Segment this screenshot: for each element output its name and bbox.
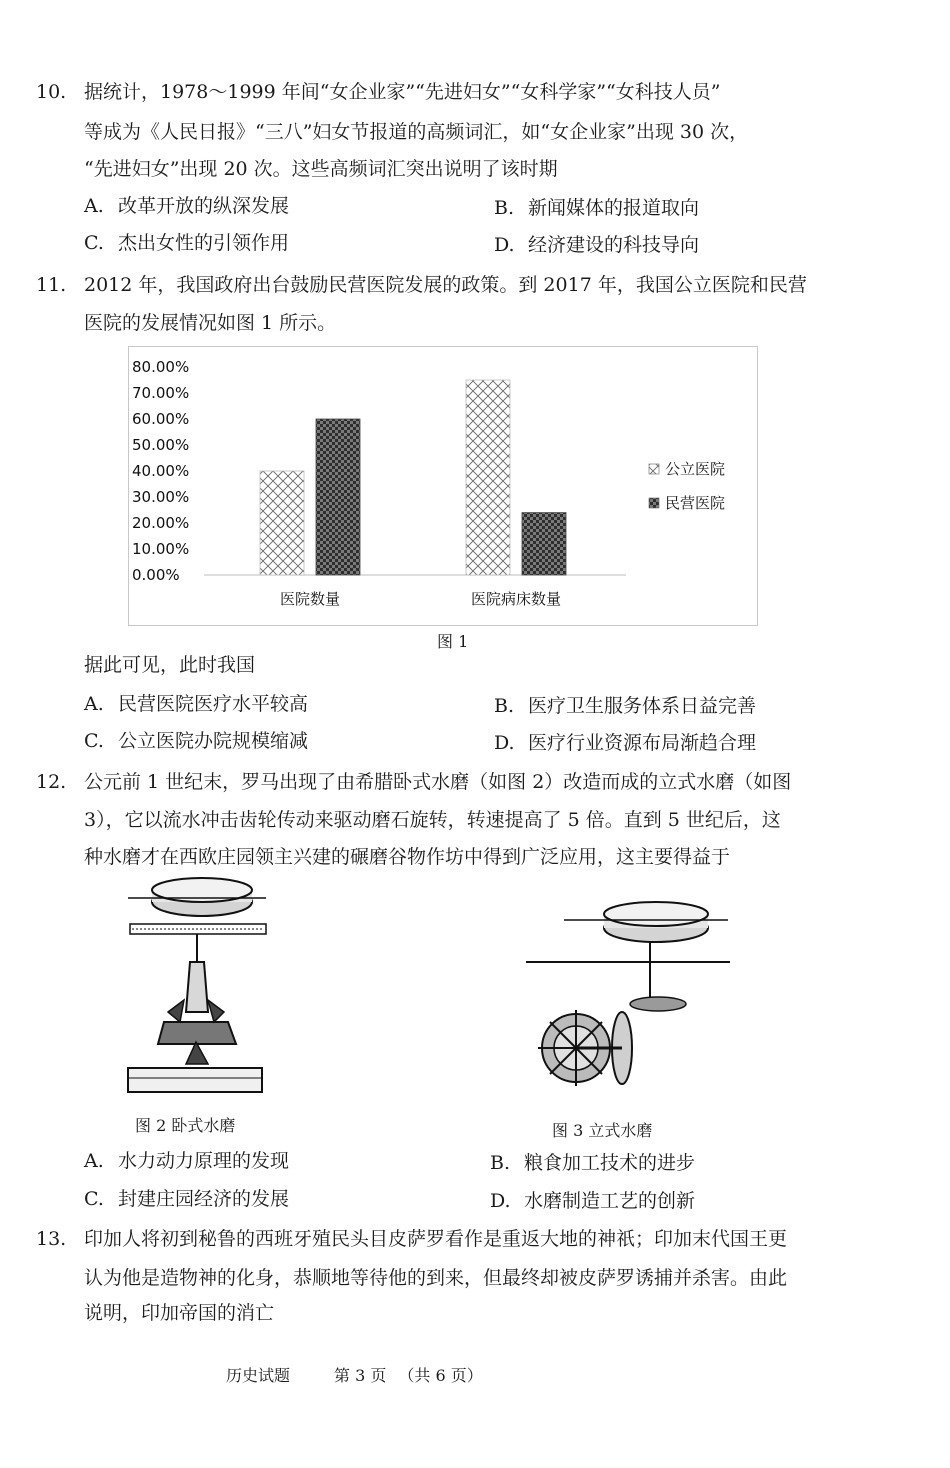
legend-swatch — [649, 464, 659, 474]
y-tick-label: 70.00% — [132, 384, 190, 402]
footer-page: 第 3 页 — [334, 1366, 387, 1385]
footer-total: （共 6 页） — [398, 1366, 483, 1385]
bar-public-0 — [260, 471, 304, 575]
q11-line-1: 2012 年，我国政府出台鼓励民营医院发展的政策。到 2017 年，我国公立医院和民营 — [84, 274, 807, 296]
q13-line-1: 印加人将初到秘鲁的西班牙殖民头目皮萨罗看作是重返大地的神祇；印加末代国王更 — [84, 1228, 788, 1250]
q10-option-a: A. 改革开放的纵深发展 — [84, 195, 290, 217]
q12-line-3: 种水磨才在西欧庄园领主兴建的碾磨谷物作坊中得到广泛应用，这主要得益于 — [84, 846, 731, 868]
y-tick-label: 40.00% — [132, 462, 190, 480]
vertical-water-mill-illustration — [524, 892, 734, 1112]
bar-private-0 — [316, 419, 360, 575]
q12-number: 12. — [36, 771, 67, 793]
y-tick-label: 20.00% — [132, 514, 190, 532]
x-category-label: 医院病床数量 — [470, 590, 562, 608]
q11-option-a: A. 民营医院医疗水平较高 — [84, 693, 309, 715]
q12-line-1: 公元前 1 世纪末，罗马出现了由希腊卧式水磨（如图 2）改造而成的立式水磨（如图 — [84, 771, 792, 793]
q10-line-1: 据统计，1978～1999 年间“女企业家”“先进妇女”“女科学家”“女科技人员” — [84, 81, 721, 103]
q10-line-3: “先进妇女”出现 20 次。这些高频词汇突出说明了该时期 — [84, 158, 558, 180]
q10-option-b: B. 新闻媒体的报道取向 — [494, 197, 700, 219]
q11-option-b: B. 医疗卫生服务体系日益完善 — [494, 695, 757, 717]
q13-number: 13. — [36, 1228, 67, 1250]
q11-number: 11. — [36, 274, 67, 296]
q13-line-3: 说明，印加帝国的消亡 — [84, 1302, 275, 1324]
q12-option-d: D. 水磨制造工艺的创新 — [490, 1190, 696, 1212]
x-category-label: 医院数量 — [279, 590, 341, 608]
q12-option-b: B. 粮食加工技术的进步 — [490, 1152, 696, 1174]
y-tick-label: 80.00% — [132, 358, 190, 376]
y-tick-label: 30.00% — [132, 488, 190, 506]
q13-line-2: 认为他是造物神的化身，恭顺地等待他的到来，但最终却被皮萨罗诱捕并杀害。由此 — [84, 1267, 788, 1289]
q11-option-c: C. 公立医院办院规模缩减 — [84, 730, 309, 752]
figure-2-caption: 图 2 卧式水磨 — [135, 1116, 236, 1135]
q11-followup: 据此可见，此时我国 — [84, 654, 256, 676]
horizontal-water-mill-illustration — [124, 872, 270, 1104]
q10-number: 10. — [36, 81, 67, 103]
chart-frame — [129, 347, 758, 626]
q10-option-c: C. 杰出女性的引领作用 — [84, 232, 290, 254]
legend-swatch — [649, 498, 659, 508]
y-tick-label: 10.00% — [132, 540, 190, 558]
bar-private-1 — [522, 513, 566, 575]
q12-option-c: C. 封建庄园经济的发展 — [84, 1188, 290, 1210]
y-tick-label: 0.00% — [132, 566, 180, 584]
page-footer — [226, 1366, 527, 1386]
q12-option-a: A. 水力动力原理的发现 — [84, 1150, 290, 1172]
q12-line-2: 3），它以流水冲击齿轮传动来驱动磨石旋转，转速提高了 5 倍。直到 5 世纪后，这 — [84, 809, 781, 831]
bar-public-1 — [466, 380, 510, 575]
figure-1-caption: 图 1 — [437, 632, 469, 651]
hospital-bar-chart — [128, 346, 758, 626]
q10-line-2: 等成为《人民日报》“三八”妇女节报道的高频词汇，如“女企业家”出现 30 次， — [84, 121, 749, 143]
q10-option-d: D. 经济建设的科技导向 — [494, 234, 700, 256]
q11-option-d: D. 医疗行业资源布局渐趋合理 — [494, 732, 757, 754]
figure-3-caption: 图 3 立式水磨 — [552, 1121, 653, 1140]
legend-label: 公立医院 — [665, 460, 726, 478]
q11-line-2: 医院的发展情况如图 1 所示。 — [84, 312, 337, 334]
legend-label: 民营医院 — [665, 494, 726, 512]
footer-subject: 历史试题 — [226, 1366, 291, 1385]
y-tick-label: 60.00% — [132, 410, 190, 428]
y-tick-label: 50.00% — [132, 436, 190, 454]
